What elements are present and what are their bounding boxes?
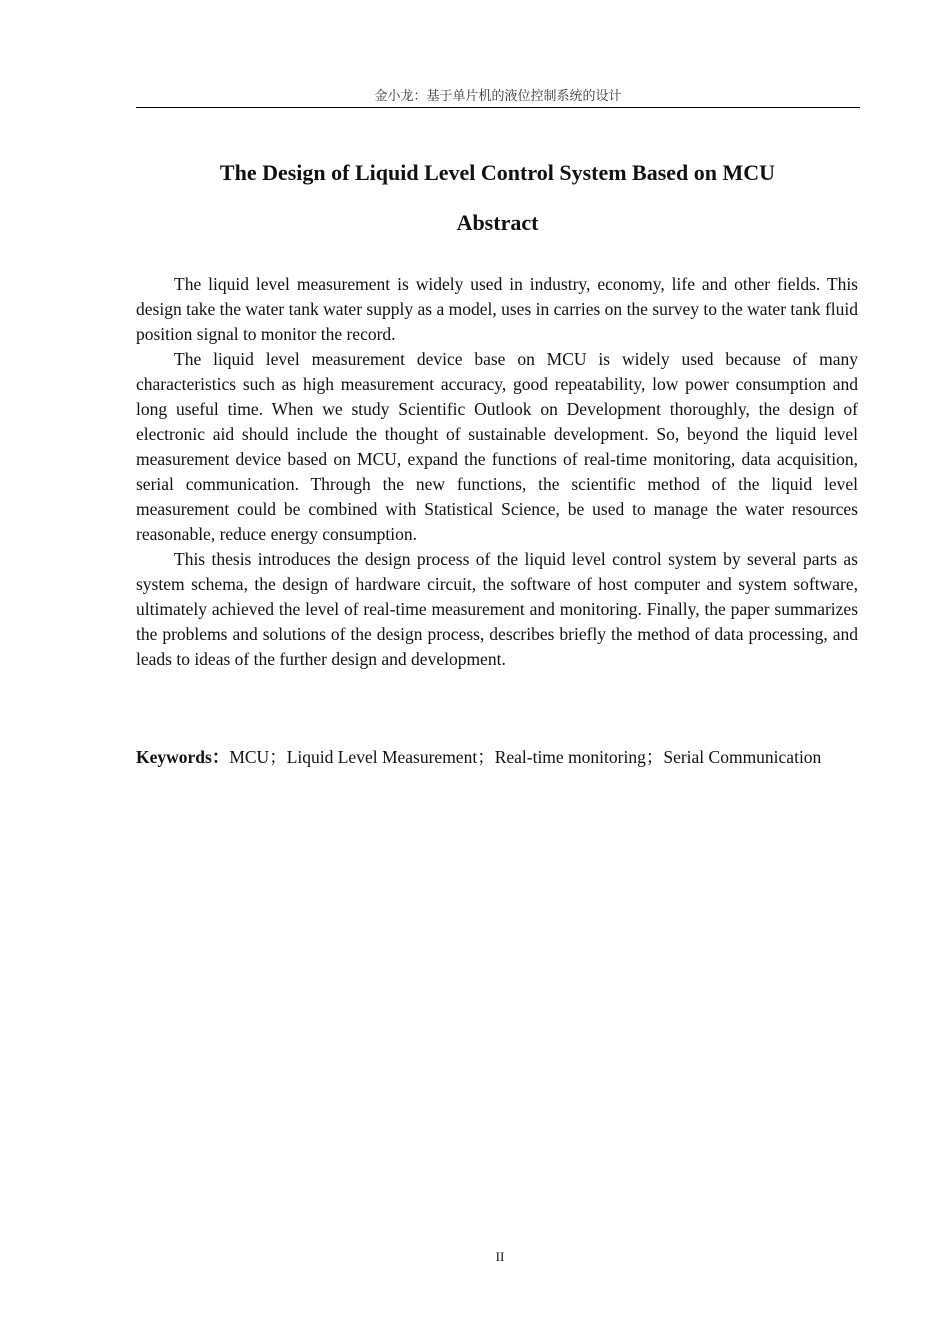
keywords-text: MCU；Liquid Level Measurement；Real-time monitoring；Serial Communication (229, 747, 822, 767)
abstract-paragraph: This thesis introduces the design process of the liquid level control system by several parts as system schema, the design of hardware circuit, the software of host computer and system software, ultimately achieved the level of real-time measurement and monitoring. Finally, the paper summarizes the problems and solutions of the design process, describes briefly the method of data processing, and leads to ideas of the further design and development. (136, 549, 858, 669)
abstract-paragraph: The liquid level measurement device base on MCU is widely used because of many characteristics such as high measurement accuracy, good repeatability, low power consumption and long useful time. When we study Scientific Outlook on Development thoroughly, the design of electronic aid should include the thought of sustainable development. So, beyond the liquid level measurement device based on MCU, expand the functions of real-time monitoring, data acquisition, serial communication. Through the new functions, the scientific method of the liquid level measurement could be combined with Statistical Science, be used to manage the water resources reasonable, reduce energy consumption. (136, 349, 858, 544)
running-header (136, 88, 860, 108)
abstract-paragraph: The liquid level measurement is widely used in industry, economy, life and other fields. This design take the water tank water supply as a model, uses in carries on the survey to the water tank fluid position signal to monitor the record. (136, 274, 858, 344)
paper-title: The Design of Liquid Level Control System Based on MCU (219, 160, 776, 185)
keywords-label: Keywords： (136, 747, 230, 767)
running-header-text: 金小龙：基于单片机的液位控制系统的设计 (374, 89, 622, 104)
page-number: II (495, 1249, 505, 1264)
abstract-heading: Abstract (456, 210, 539, 235)
abstract-body (136, 272, 858, 672)
keywords-line (136, 745, 866, 770)
